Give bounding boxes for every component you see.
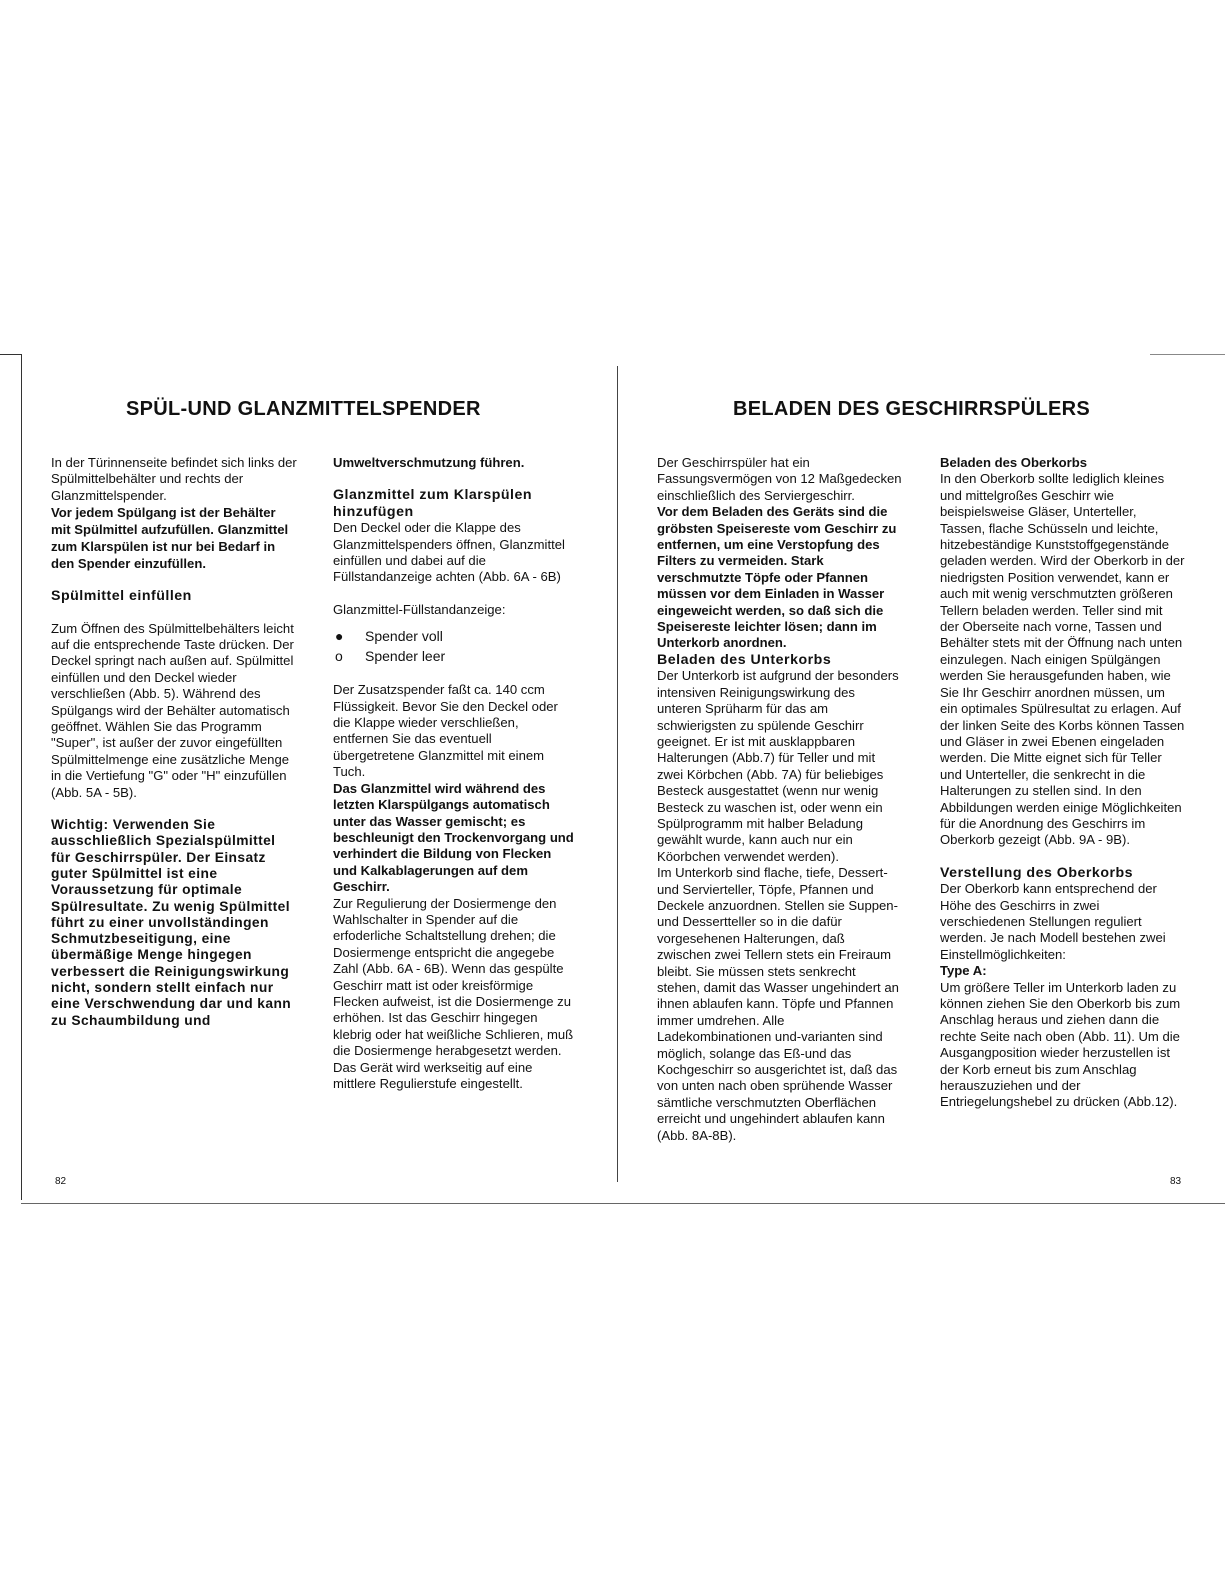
type-a-body: Um größere Teller im Unterkorb laden zu können ziehen Sie den Oberkorb bis zum Anschlag heraus und ziehen dann die rechte Seite nach oben (Abb. 11). Um die Ausgangposition wieder herzustellen ist der Korb erneut bis zum Anschlag herauszuziehen und der Entriegelungshebel zu drücken (Abb.12). — [940, 979, 1181, 1110]
page-number-right: 83 — [1170, 1176, 1182, 1187]
empty-circle-icon: o — [335, 648, 343, 665]
center-fold-line — [617, 366, 618, 1182]
indicator-full-label: Spender voll — [365, 628, 443, 645]
page-bottom-edge — [21, 1203, 1225, 1204]
section-heading-spuelmittel: Spülmittel einfüllen — [51, 588, 192, 605]
indicator-empty-row — [335, 646, 576, 666]
indicator-label: Glanzmittel-Füllstandanzeige: — [333, 601, 506, 617]
type-a-label: Type A: — [940, 963, 987, 979]
glanzmittel-body-1: Den Deckel oder die Klappe des Glanzmittelspenders öffnen, Glanzmittel einfüllen und dabei auf die Füllstandanzeige achten (Abb. 6A - 6B) — [333, 520, 565, 585]
indicator-empty-label: Spender leer — [365, 648, 446, 665]
glanzmittel-body-2: Der Zusatzspender faßt ca. 140 ccm Flüssigkeit. Bevor Sie den Deckel oder die Klappe wieder verschließen, entfernen Sie das eventuell übergetretene Glanzmittel mit einem Tuch. — [333, 682, 558, 780]
section-heading-oberkorb: Beladen des Oberkorbs — [940, 455, 1087, 470]
intro-bold-text: Vor jedem Spülgang ist der Behälter mit Spülmittel aufzufüllen. Glanzmittel zum Klarspülen ist nur bei Bedarf in den Spender einzufüllen. — [51, 505, 289, 572]
page-top-edge-left — [0, 354, 22, 355]
column-2 — [333, 455, 576, 1092]
unterkorb-body-1: Der Unterkorb ist aufgrund der besonders intensiven Reinigungswirkung des unteren Sprüharm für das am schwierigsten zu spülende Geschirr geeignet. Er ist mit ausklappbaren Halterungen (Abb.7) für Teller und mit zwei Körbchen (Abb. 7A) für beliebiges Besteck ausgestattet (wenn nur wenig Besteck zu waschen ist, oder wenn ein Spülprogramm mit halber Beladung gewählt wurde, kann auch nur ein Köorbchen verwendet werden). — [657, 668, 899, 864]
page-title-left: SPÜL-UND GLANZMITTELSPENDER — [126, 398, 481, 420]
section-heading-verstellung: Verstellung des Oberkorbs — [940, 864, 1134, 881]
glanzmittel-bold: Das Glanzmittel wird während des letzten Klarspülgangs automatisch unter das Wasser gemischt; es beschleunigt den Trockenvorgang und verhindert die Bildung von Flecken und Kalkablagerungen auf dem Geschirr. — [333, 780, 574, 895]
page-number-left: 82 — [55, 1176, 67, 1187]
filled-dot-icon: ● — [335, 628, 344, 645]
intro-text: In der Türinnenseite befindet sich links der Spülmittelbehälter und rechts der Glanzmittelspender. — [51, 455, 297, 503]
unterkorb-body-2: Im Unterkorb sind flache, tiefe, Dessert-und Servierteller, Töpfe, Pfannen und Deckele anzuordnen. Stellen sie Suppen-und Dessertteller so in die dafür vorgesehenen Halterungen, daß zwischen zwei Tellern stets ein Freiraum bleibt. Sie müssen stets senkrecht stehen, damit das Wasser ungehindert an ihnen ablaufen kann. Töpfe und Pfannen immer umdrehen. Alle Ladekombinationen und-varianten sind möglich, solange das Eß-und das Kochgeschirr so ausgerichtet ist, daß das von unten nach oben sprühende Wasser sämtliche verschmutzten Oberflächen erreicht und ungehindert ablaufen kann (Abb. 8A-8B). — [657, 865, 899, 1143]
beladen-intro: Der Geschirrspüler hat ein Fassungsvermögen von 12 Maßgedecken einschließlich des Serviergeschirr. — [657, 455, 902, 503]
warning-text: Wichtig: Verwenden Sie ausschließlich Spezialspülmittel für Geschirrspüler. Der Einsatz guter Spülmittel ist eine Voraussetzung für optimale Spülresultate. Zu wenig Spülmittel führt zu einer unvollständingen Schmutzbeseitigung, eine übermäßige Menge hingegen verbessert die Reinigungswirkung nicht, sondern stellt einfach nur eine Verschwendung dar und kann zu Schaumbildung und — [51, 817, 292, 1028]
section-heading-glanzmittel: Glanzmittel zum Klarspülen hinzufügen — [333, 487, 533, 520]
glanzmittel-body-3: Zur Regulierung der Dosiermenge den Wahlschalter in Spender auf die erfoderliche Schaltstellung drehen; die Dosiermenge entspricht die angegebe Zahl (Abb. 6A - 6B). Wenn das gespülte Geschirr matt ist oder kreisförmige Flecken aufweist, ist die Dosiermenge zu erhöhen. Ist das Geschirr hingegen klebrig oder hat weißliche Schlieren, muß die Dosiermenge herabgesetzt werden. Das Gerät wird werkseitig auf eine mittlere Regulierstufe eingestellt. — [333, 895, 574, 1091]
oberkorb-body: In den Oberkorb sollte lediglich kleines und mittelgroßes Geschirr wie beispielsweise Gläser, Unterteller, Tassen, flache Schüsseln und leichte, hitzebeständige Kunststoffgegenstände geladen werden. Wird der Oberkorb in der niedrigsten Position verwendet, kann er auch mit wenig verschmutzten größeren Tellern beladen werden. Teller sind mit der Oberseite nach vorne, Tassen und Behälter stets mit der Öffnung nach unten einzulegen. Nach einigen Spülgängen werden Sie herausgefunden haben, wie Sie Ihr Geschirr anordnen müssen, um ein optimales Spülresultat zu erlagen. Auf der linken Seite des Korbs können Tassen und Gläser in zwei Ebenen eingeladen werden. Die Mitte eignet sich für Teller und Unterteller, die senkrecht in die Halterungen zu stellen sind. In den Abbildungen werden einige Möglichkeiten für die Anordnung des Geschirrs im Oberkorb gezeigt (Abb. 9A - 9B). — [940, 471, 1185, 848]
beladen-intro-bold: Vor dem Beladen des Geräts sind die gröbsten Speisereste vom Geschirr zu entfernen, um eine Verstopfung des Filters zu vermeiden. Stark verschmutzte Töpfe oder Pfannen müssen vor dem Einladen in Wasser eingeweicht werden, so daß sich die Speisereste leichter lösen; dann im Unterkorb anordnen. — [657, 504, 897, 651]
indicator-full-row — [335, 626, 576, 646]
section-heading-unterkorb: Beladen des Unterkorbs — [657, 651, 832, 668]
page-title-right: BELADEN DES GESCHIRRSPÜLERS — [733, 398, 1091, 420]
continued-bold-text: Umweltverschmutzung führen. — [333, 455, 525, 470]
verstellung-body: Der Oberkorb kann entsprechend der Höhe des Geschirrs in zwei verschiedenen Stellungen reguliert werden. Je nach Modell bestehen zwei Einstellmöglichkeiten: — [940, 881, 1166, 962]
column-3 — [657, 455, 902, 1144]
column-4 — [940, 455, 1185, 1111]
column-1 — [51, 455, 297, 1029]
page-top-edge-right — [1150, 354, 1225, 355]
spuelmittel-body: Zum Öffnen des Spülmittelbehälters leicht auf die entsprechende Taste drücken. Der Deckel springt nach außen auf. Spülmittel einfüllen und den Deckel wieder verschließen (Abb. 5). Während des Spülgangs wird der Behälter automatisch geöffnet. Wählen Sie das Programm "Super", ist außer der zuvor eingefüllten Spülmittelmenge eine zusätzliche Menge in die Vertiefung "G" oder "H" einzufüllen (Abb. 5A - 5B). — [51, 620, 294, 800]
page-left-edge — [21, 354, 22, 1200]
